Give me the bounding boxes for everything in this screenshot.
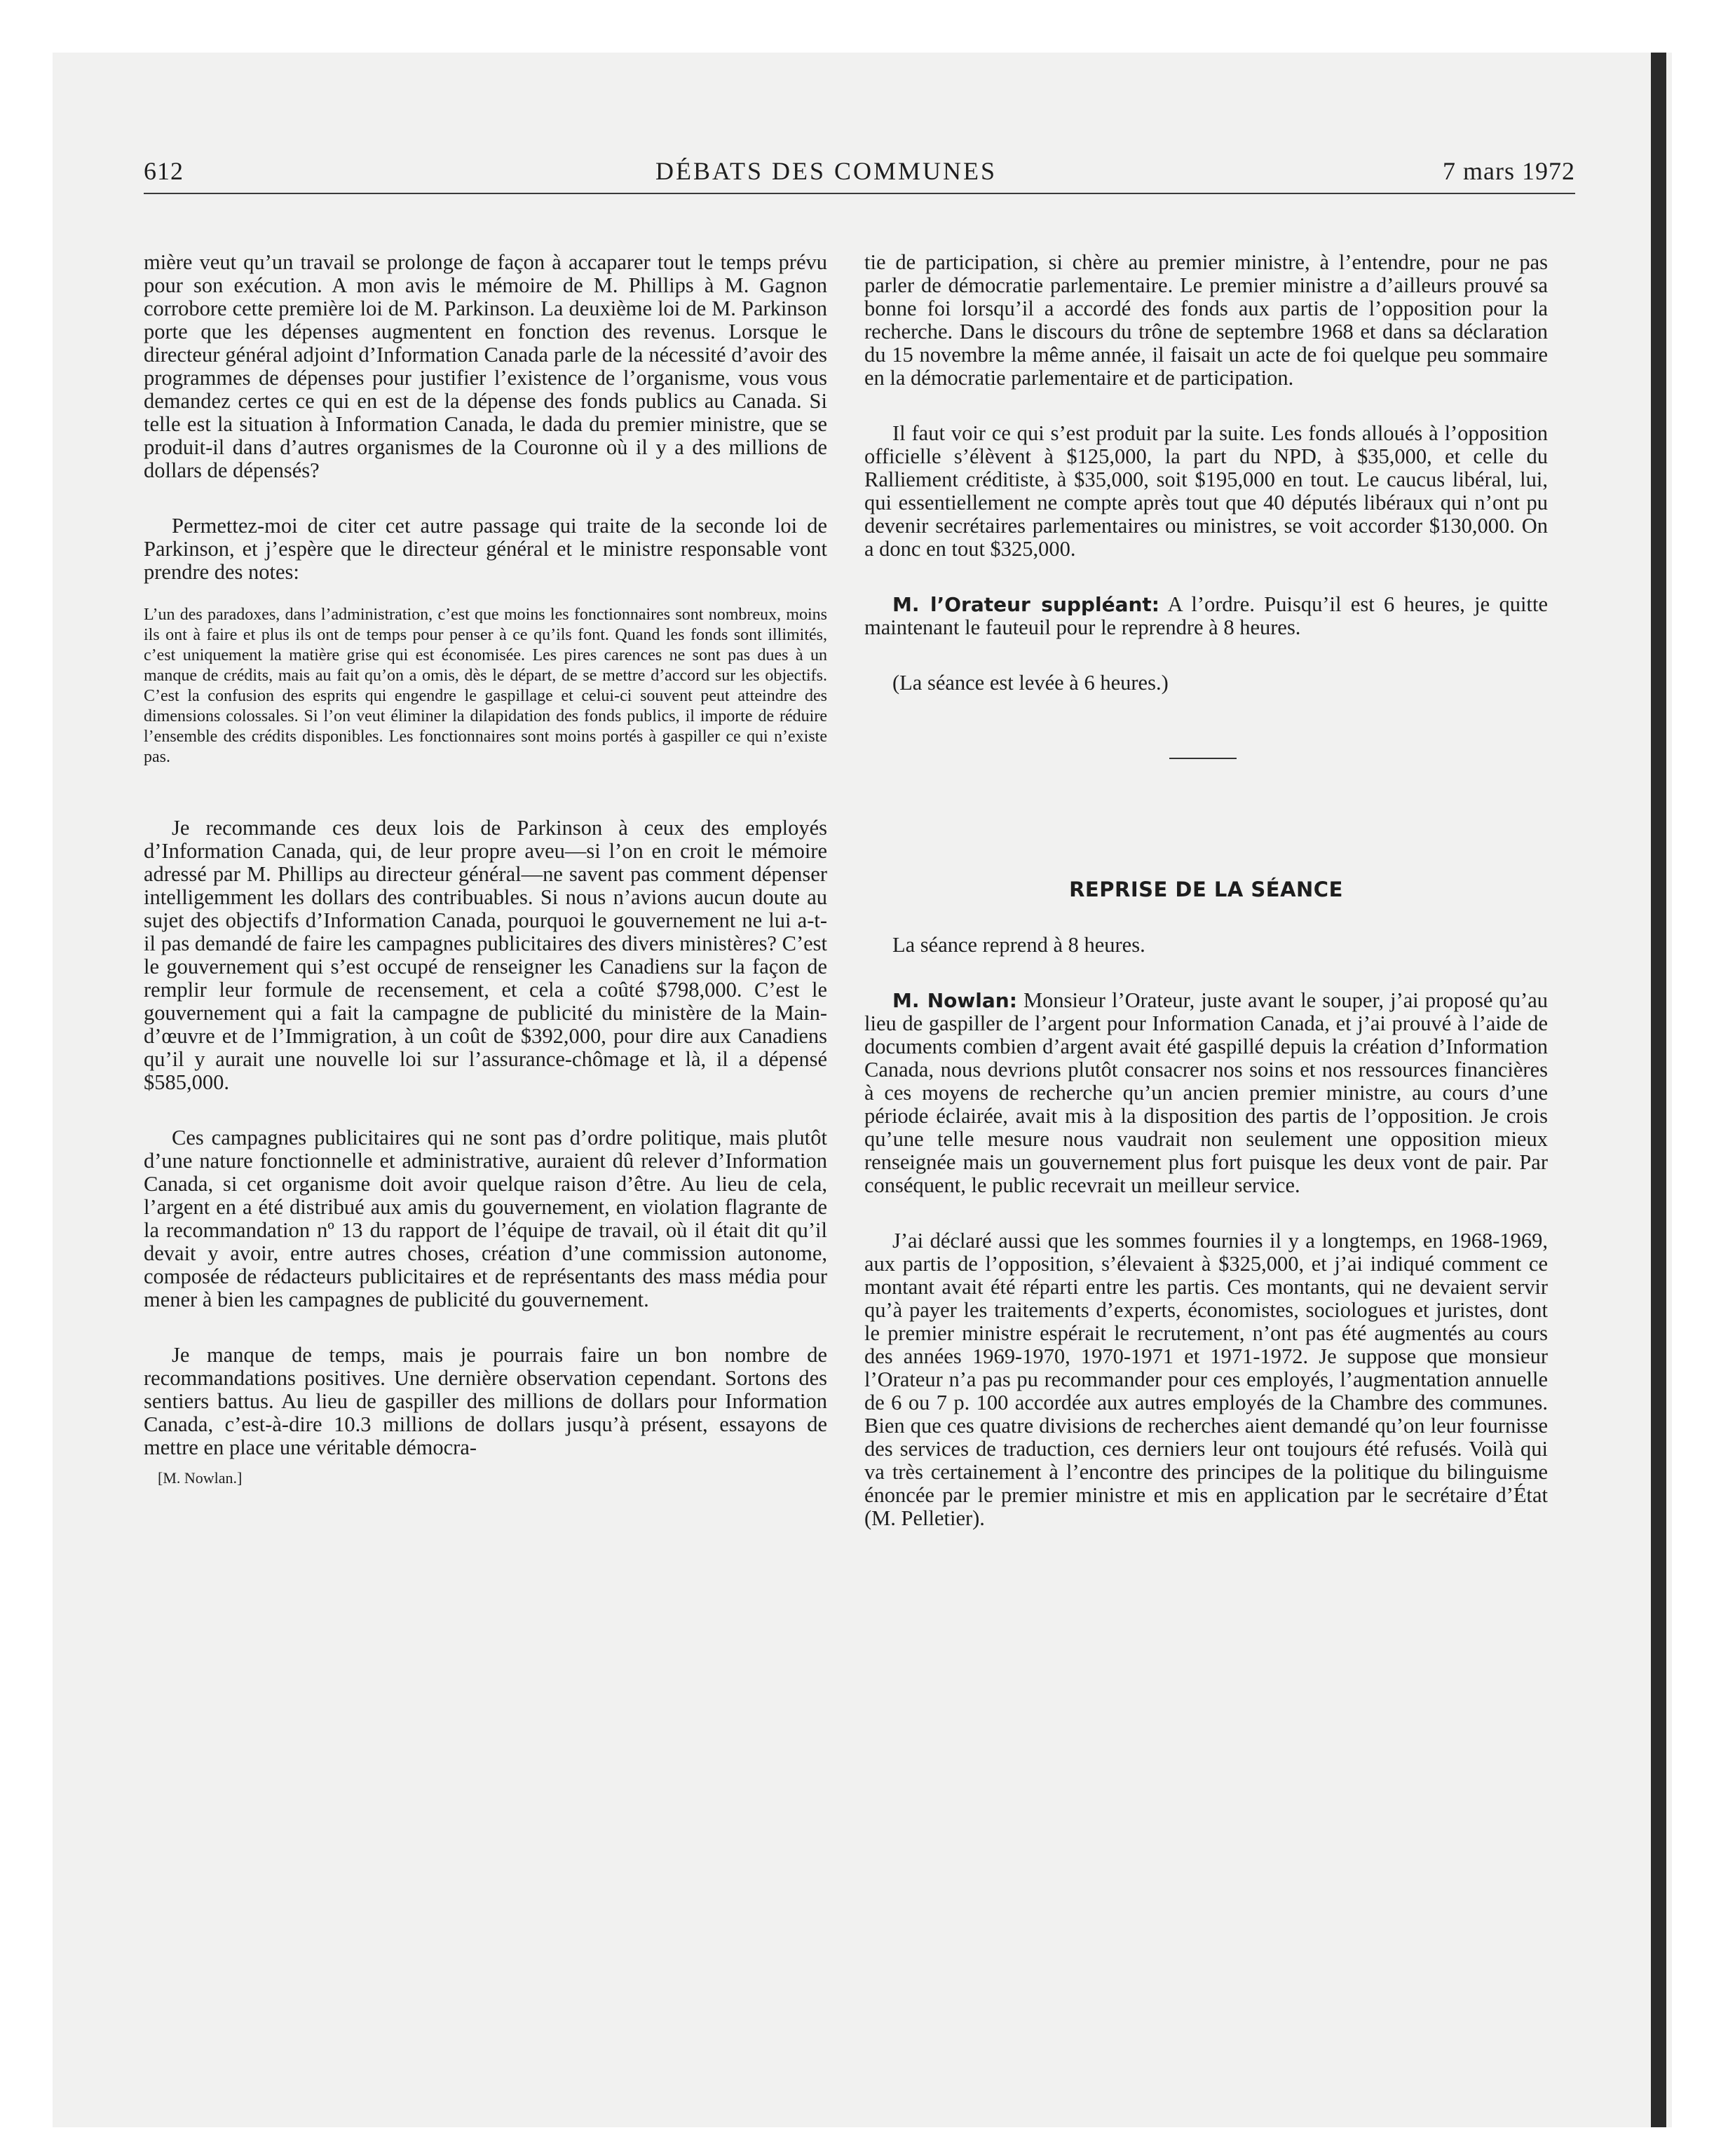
paragraph: Il faut voir ce qui s’est produit par la suite. Les fonds alloués à l’opposition officielle s’élèvent à $125,000, la part du NPD, à $35,000, et celle du Ralliement créditiste, à $35,000, soit $195,000 en tout. Le caucus libéral, lui, qui essentiellement ne compte après tout que 40 députés libéraux qui n’ont pu devenir secrétaires parlementaires ou ministres, se voit accorder $130,000. On a donc en tout $325,000. bbox=[864, 421, 1548, 561]
paragraph: Permettez-moi de citer cet autre passage qui traite de la seconde loi de Parkinson, et j’espère que le directeur général et le ministre responsable vont prendre des notes: bbox=[144, 514, 827, 584]
speaker-name: M. l’Orateur suppléant: bbox=[892, 593, 1159, 616]
speech-text: Monsieur l’Orateur, juste avant le souper, j’ai proposé qu’au lieu de gaspiller de l’argent pour Information Canada, et j’ai prouvé à l’aide de documents combien d’argent avait été gaspillé depuis la création d’Information Canada, nous devrions plutôt consacrer nos soins et nos ressources financières à ces moyens de recherche qu’un ancien premier ministre, au cours d’une période éclairée, avait mis à la disposition des partis de l’opposition. Je crois qu’une telle mesure nous vaudrait non seulement une opposition mieux renseignée mais un gouvernement plus fort puisque les deux vont de pair. Par conséquent, le public recevrait un meilleur service. bbox=[864, 988, 1548, 1197]
section-divider bbox=[1169, 758, 1237, 759]
paragraph: mière veut qu’un travail se prolonge de façon à accaparer tout le temps prévu pour son exécution. A mon avis le mémoire de M. Phillips à M. Gagnon corrobore cette première loi de M. Parkinson. La deuxième loi de M. Parkinson porte que les dépenses augmentent en fonction des revenus. Lorsque le directeur général adjoint d’Information Canada parle de la nécessité d’avoir des programmes de dépenses pour justifier l’existence de l’organisme, vous vous demandez certes ce qui en est de la dépense des fonds publics au Canada. Si telle est la situation à Information Canada, le dada du premier ministre, que se produit-il dans d’autres organismes de la Couronne où il y a des millions de dollars de dépensés? bbox=[144, 250, 827, 482]
header-rule bbox=[144, 193, 1575, 194]
speaker-attribution: [M. Nowlan.] bbox=[158, 1469, 243, 1487]
stage-direction: (La séance est levée à 6 heures.) bbox=[892, 671, 1169, 695]
section-heading: REPRISE DE LA SÉANCE bbox=[1069, 878, 1343, 901]
paragraph: La séance reprend à 8 heures. bbox=[892, 933, 1145, 957]
right-column bbox=[864, 251, 1548, 1562]
paragraph: Ces campagnes publicitaires qui ne sont pas d’ordre politique, mais plutôt d’une nature fonctionnelle et administrative, auraient dû relever d’Information Canada, si cet organisme doit avoir quelque raison d’être. Au lieu de cela, l’argent en a été distribué aux amis du gouvernement, en violation flagrante de la recommandation nº 13 du rapport de l’équipe de travail, où il était dit qu’il devait y avoir, entre autres choses, création d’une commission autonome, composée de rédacteurs publicitaires et de représentants des mass média pour mener à bien les campagnes de publicité du gouvernement. bbox=[144, 1126, 827, 1311]
paragraph: Je recommande ces deux lois de Parkinson à ceux des employés d’Information Canada, qui, de leur propre aveu—si l’on en croit le mémoire adressé par M. Phillips au directeur général—ne savent pas comment dépenser intelligemment les dollars des contribuables. Si nous n’avions aucun doute au sujet des objectifs d’Information Canada, pourquoi le gouvernement ne lui a-t-il pas demandé de faire les campagnes publicitaires des divers ministères? C’est le gouvernement qui s’est occupé de renseigner les Canadiens sur la façon de remplir leur formule de recensement, et cela a coûté $798,000. C’est le gouvernement qui a fait la campagne de publicité du ministère de la Main-d’œuvre et de l’Immigration, à un coût de $392,000, pour dire aux Canadiens qu’il y aurait une nouvelle loi sur l’assurance-chômage et là, il a dépensé $585,000. bbox=[144, 816, 827, 1094]
paragraph: J’ai déclaré aussi que les sommes fournies il y a longtemps, en 1968-1969, aux partis de l’opposition, s’élevaient à $325,000, et j’ai indiqué comment ce montant avait été réparti entre les partis. Ces montants, qui ne devaient servir qu’à payer les traitements d’experts, économistes, sociologues et juristes, dont le premier ministre espérait le recrutement, n’ont pas été augmentés au cours des années 1969-1970, 1970-1971 et 1971-1972. Je suppose que monsieur l’Orateur n’a pas pu recommander pour ces employés, l’augmentation annuelle de 6 ou 7 p. 100 accordée aux autres employés de la Chambre des communes. Bien que ces quatre divisions de recherches aient demandé qu’on leur fournisse des services de traduction, ces derniers leur ont toujours été refusés. Voilà qui va très certainement à l’encontre des principes de la politique du bilinguisme énoncée par le premier ministre et mis en application par le secrétaire d’État (M. Pelletier). bbox=[864, 1229, 1548, 1530]
speech bbox=[864, 989, 1548, 1197]
journal-title: DÉBATS DES COMMUNES bbox=[655, 157, 998, 185]
page-number: 612 bbox=[144, 157, 184, 185]
speaker-name: M. Nowlan: bbox=[892, 989, 1017, 1012]
left-column bbox=[144, 251, 827, 1489]
speech bbox=[864, 593, 1548, 639]
speech-text: A l’ordre. Puisqu’il est 6 heures, je quitte maintenant le fauteuil pour le reprendre à 8 heures. bbox=[864, 592, 1548, 639]
block-quote: L’un des paradoxes, dans l’administration, c’est que moins les fonctionnaires sont nombreux, moins ils ont à faire et plus ils ont de temps pour penser à ce qu’ils font. Quand les fonds sont illimités, c’est uniquement la matière grise qui est économisée. Les pires carences ne sont pas dues à un manque de crédits, mais au fait qu’on a omis, dès le départ, de se mettre d’accord sur les objectifs. C’est la confusion des esprits qui engendre le gaspillage et celui-ci souvent peut atteindre des dimensions colossales. Si l’on veut éliminer la dilapidation des fonds publics, il importe de réduire l’ensemble des crédits disponibles. Les fonctionnaires sont moins portés à gaspiller ce qui n’existe pas. bbox=[144, 606, 827, 766]
paragraph: Je manque de temps, mais je pourrais faire un bon nombre de recommandations positives. Une dernière observation cependant. Sortons des sentiers battus. Au lieu de gaspiller des millions de dollars pour Information Canada, c’est-à-dire 10.3 millions de dollars jusqu’à présent, essayons de mettre en place une véritable démocra- bbox=[144, 1343, 827, 1459]
issue-date: 7 mars 1972 bbox=[1443, 157, 1575, 185]
paragraph: tie de participation, si chère au premier ministre, à l’entendre, pour ne pas parler de démocratie parlementaire. Le premier ministre a d’ailleurs prouvé sa bonne foi lorsqu’il a accordé des fonds aux partis de l’opposition pour la recherche. Dans le discours du trône de septembre 1968 et dans sa déclaration du 15 novembre la même année, il faisait un acte de foi quelque peu sommaire en la démocratie parlementaire et de participation. bbox=[864, 250, 1548, 390]
page-edge-shadow bbox=[1651, 53, 1666, 2127]
